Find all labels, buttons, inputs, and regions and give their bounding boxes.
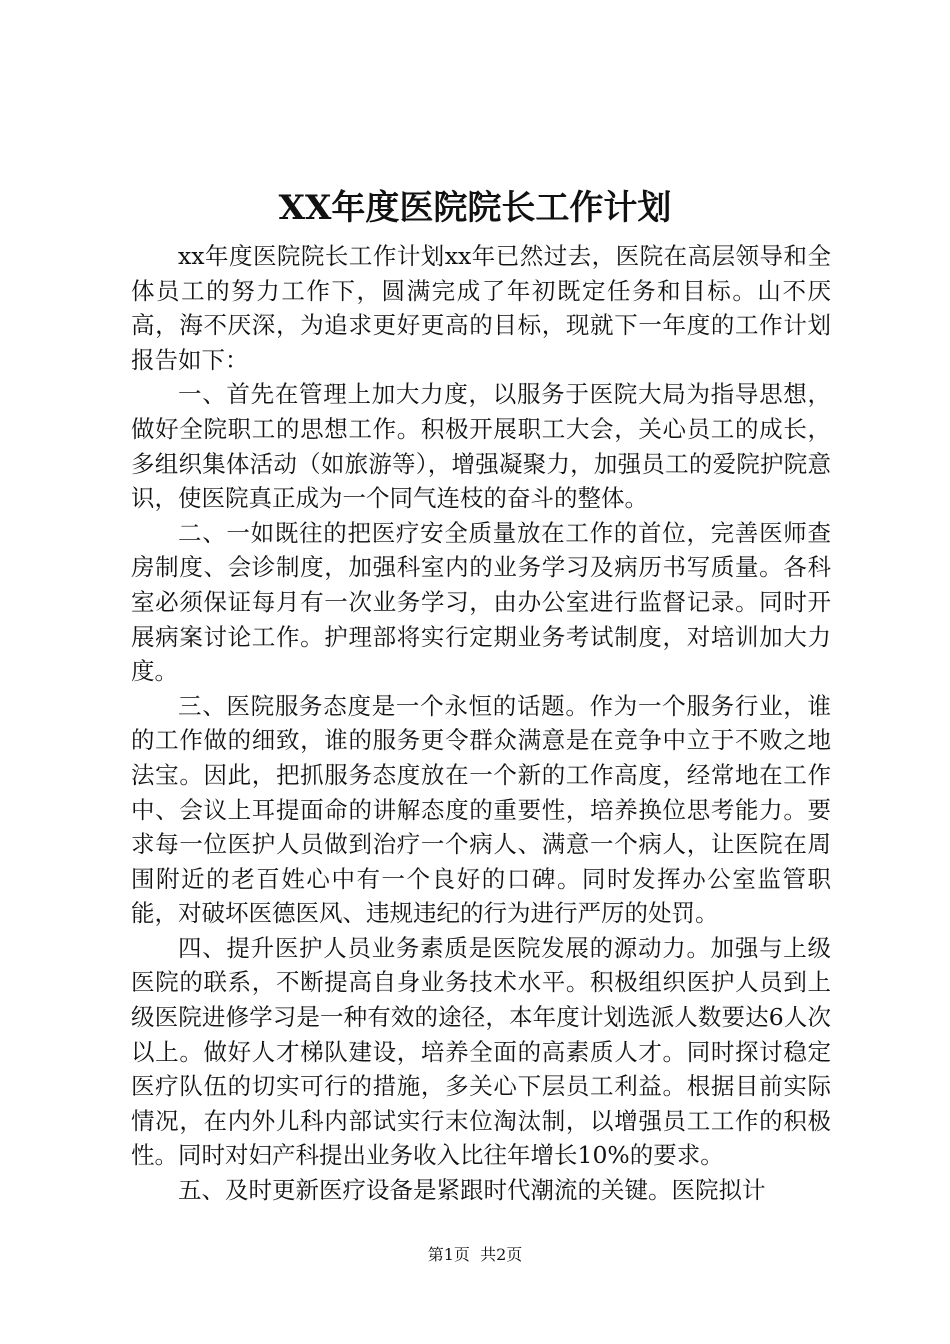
paragraph-section-5: 五、及时更新医疗设备是紧跟时代潮流的关键。医院拟计 [178, 1176, 766, 1205]
footer-spacer [470, 1245, 480, 1264]
page-number: 第1页 [427, 1245, 470, 1264]
paragraph-intro: xx年度医院院长工作计划xx年已然过去，医院在高层领导和全体员工的努力工作下，圆满完成了年初既定任务和目标。山不厌高，海不厌深，为追求更好更高的目标，现就下一年度的工作计划报告如下： [131, 242, 831, 374]
paragraph-section-1: 一、首先在管理上加大力度，以服务于医院大局为指导思想，做好全院职工的思想工作。积极开展职工大会，关心员工的成长，多组织集体活动（如旅游等），增强凝聚力，加强员工的爱院护院意识，使医院真正成为一个同气连枝的奋斗的整体。 [131, 380, 831, 513]
document-title: XX年度医院院长工作计划 [278, 188, 672, 228]
document-body [131, 239, 831, 1208]
paragraph-section-2: 二、一如既往的把医疗安全质量放在工作的首位，完善医师查房制度、会诊制度，加强科室内的业务学习及病历书写质量。各科室必须保证每月有一次业务学习，由办公室进行监督记录。同时开展病案讨论工作。护理部将实行定期业务考试制度，对培训加大力度。 [131, 518, 831, 686]
paragraph-section-3: 三、医院服务态度是一个永恒的话题。作为一个服务行业，谁的工作做的细致，谁的服务更令群众满意是在竞争中立于不败之地法宝。因此，把抓服务态度放在一个新的工作高度，经常地在工作中、会议上耳提面命的讲解态度的重要性，培养换位思考能力。要求每一位医护人员做到治疗一个病人、满意一个病人，让医院在周围附近的老百姓心中有一个良好的口碑。同时发挥办公室监管职能，对破坏医德医风、违规违纪的行为进行严厉的处罚。 [131, 691, 831, 928]
paragraph-section-4: 四、提升医护人员业务素质是医院发展的源动力。加强与上级医院的联系，不断提高自身业务技术水平。积极组织医护人员到上级医院进修学习是一种有效的途径，本年度计划选派人数要达6人次以上。做好人才梯队建设，培养全面的高素质人才。同时探讨稳定医疗队伍的切实可行的措施，多关心下层员工利益。根据目前实际情况，在内外儿科内部试实行末位淘汰制，以增强员工工作的积极性。同时对妇产科提出业务收入比往年增长10%的要求。 [131, 933, 831, 1170]
page-footer [0, 1243, 950, 1267]
page-total: 共2页 [480, 1245, 523, 1264]
